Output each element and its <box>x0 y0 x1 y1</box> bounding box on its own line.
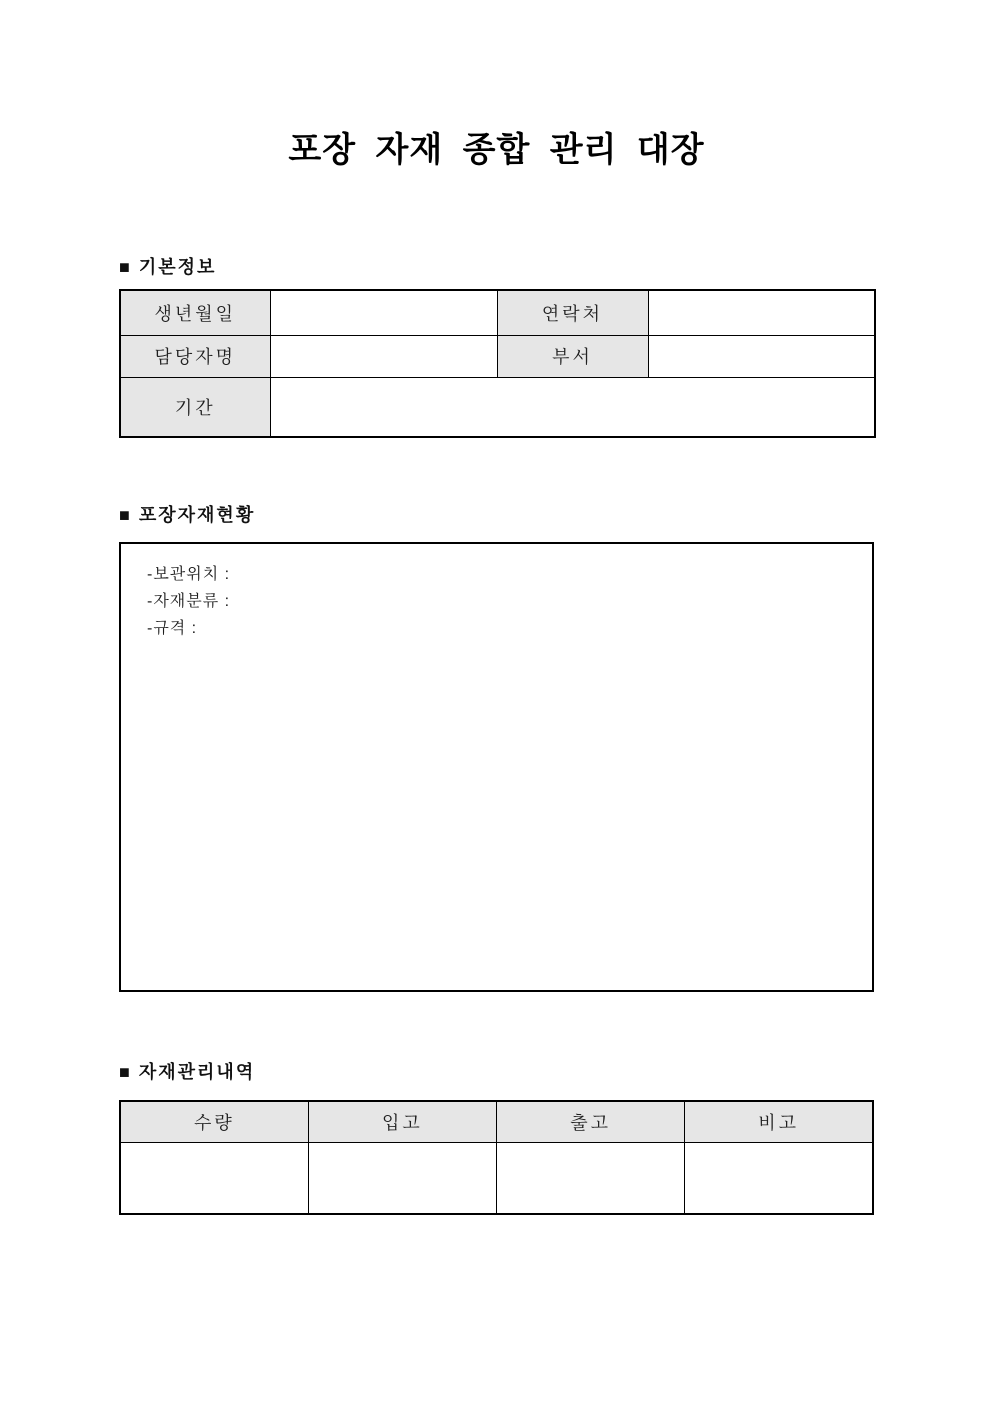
section-heading-material-status <box>119 502 874 528</box>
field-value-period[interactable] <box>270 377 875 437</box>
field-value-department[interactable] <box>648 335 875 377</box>
field-label-manager: 담당자명 <box>120 335 270 377</box>
cell-quantity[interactable] <box>120 1142 308 1214</box>
table-row <box>120 335 875 377</box>
field-label-period: 기간 <box>120 377 270 437</box>
section-heading-material-history <box>119 1059 874 1085</box>
table-row <box>120 377 875 437</box>
basic-info-table <box>119 289 876 438</box>
column-header-outbound: 출고 <box>497 1101 685 1142</box>
section-heading-material-history-label: 자재관리내역 <box>138 1062 256 1082</box>
table-row <box>120 1142 873 1214</box>
section-heading-basic-info-label: 기본정보 <box>138 257 217 277</box>
cell-remarks[interactable] <box>685 1142 873 1214</box>
section-heading-material-status-label: 포장자재현황 <box>138 505 256 525</box>
black-square-icon: ■ <box>119 257 130 277</box>
table-row <box>120 290 875 335</box>
page-title: 포장 자재 종합 관리 대장 <box>288 131 705 169</box>
field-label-birth-date: 생년월일 <box>120 290 270 335</box>
field-value-contact[interactable] <box>648 290 875 335</box>
black-square-icon: ■ <box>119 505 130 525</box>
field-label-contact: 연락처 <box>497 290 648 335</box>
table-header-row <box>120 1101 873 1142</box>
material-history-table <box>119 1100 874 1215</box>
field-label-department: 부서 <box>497 335 648 377</box>
field-value-birth-date[interactable] <box>270 290 497 335</box>
cell-inbound[interactable] <box>308 1142 496 1214</box>
black-square-icon: ■ <box>119 1062 130 1082</box>
status-line-material-category: -자재분류 : <box>147 593 231 610</box>
column-header-inbound: 입고 <box>308 1101 496 1142</box>
status-line-specification: -규격 : <box>147 620 198 637</box>
column-header-remarks: 비고 <box>685 1101 873 1142</box>
status-line-storage-location: -보관위치 : <box>147 566 231 583</box>
column-header-quantity: 수량 <box>120 1101 308 1142</box>
field-value-manager[interactable] <box>270 335 497 377</box>
section-heading-basic-info <box>119 254 874 280</box>
cell-outbound[interactable] <box>497 1142 685 1214</box>
material-status-box[interactable] <box>119 542 874 992</box>
